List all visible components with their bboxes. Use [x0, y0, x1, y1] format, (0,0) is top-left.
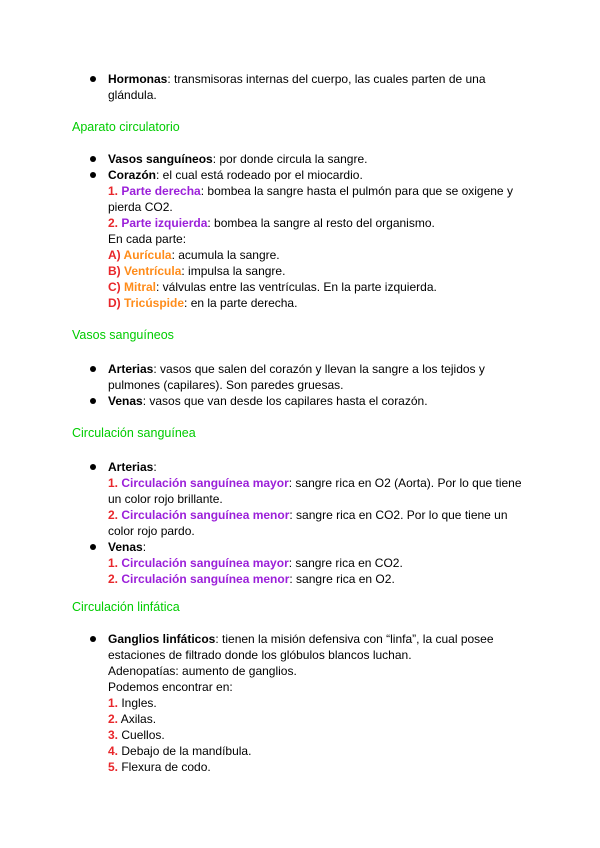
- venas-mayor-term: Circulación sanguínea mayor: [118, 556, 289, 570]
- bullet-icon: [90, 464, 96, 470]
- circ-venas-colon: :: [142, 540, 147, 554]
- circ-arterias-colon: :: [153, 460, 157, 474]
- section-title-linfatica: Circulación linfática: [72, 600, 180, 614]
- letter-label: C): [108, 280, 121, 294]
- circ-arterias-line: [108, 459, 157, 475]
- arterias-menor-text: : sangre rica en CO2. Por lo que tiene un: [289, 508, 508, 522]
- arterias-mayor-term: Circulación sanguínea mayor: [118, 476, 289, 490]
- number-label: 2.: [108, 712, 119, 726]
- ventricula-term: Ventrícula: [120, 264, 182, 278]
- en-cada-parte-line: En cada parte:: [108, 232, 187, 246]
- number-label: 2.: [108, 508, 119, 522]
- vasos-term: Vasos sanguíneos: [108, 152, 213, 166]
- number-label: 2.: [108, 572, 119, 586]
- number-label: 1.: [108, 696, 119, 710]
- parte-izquierda-line: [108, 215, 435, 231]
- parte-derecha-term: Parte derecha: [118, 184, 201, 198]
- mitral-line: [108, 279, 437, 295]
- number-label: 4.: [108, 744, 119, 758]
- list-item: [108, 711, 156, 727]
- list-item-text: Debajo de la mandíbula.: [118, 744, 252, 758]
- arterias-mayor-line-2: un color rojo brillante.: [108, 492, 223, 506]
- arterias-menor-term: Circulación sanguínea menor: [118, 508, 290, 522]
- number-label: 5.: [108, 760, 119, 774]
- circ-venas-line: [108, 539, 146, 555]
- bullet-icon: [90, 76, 96, 82]
- tricuspide-text: : en la parte derecha.: [184, 296, 298, 310]
- hormonas-line-2: glándula.: [108, 88, 157, 102]
- list-item: [108, 727, 165, 743]
- mitral-term: Mitral: [120, 280, 157, 294]
- ganglios-term: Ganglios linfáticos: [108, 632, 216, 646]
- bullet-icon: [90, 156, 96, 162]
- list-item-text: Axilas.: [118, 712, 157, 726]
- arterias-mayor-text: : sangre rica en O2 (Aorta). Por lo que tiene: [288, 476, 522, 490]
- number-label: 2.: [108, 216, 119, 230]
- number-label: 1.: [108, 476, 119, 490]
- section-title-aparato: Aparato circulatorio: [72, 120, 180, 134]
- letter-label: B): [108, 264, 121, 278]
- ventricula-text: : impulsa la sangre.: [181, 264, 286, 278]
- arterias-mayor-line: [108, 475, 522, 491]
- list-item: [108, 743, 251, 759]
- hormonas-text: : transmisoras internas del cuerpo, las cuales parten de una: [167, 72, 486, 86]
- auricula-text: : acumula la sangre.: [171, 248, 280, 262]
- number-label: 1.: [108, 184, 119, 198]
- arterias-line-2: pulmones (capilares). Son paredes gruesas.: [108, 378, 344, 392]
- parte-derecha-line: [108, 183, 513, 199]
- bullet-icon: [90, 398, 96, 404]
- arterias-term: Arterias: [108, 362, 154, 376]
- list-item: [108, 695, 157, 711]
- venas-term: Venas: [108, 394, 143, 408]
- bullet-icon: [90, 172, 96, 178]
- parte-derecha-line-2: pierda CO2.: [108, 200, 173, 214]
- venas-mayor-line: [108, 555, 403, 571]
- ganglios-text: : tienen la misión defensiva con “linfa”, la cual posee: [215, 632, 494, 646]
- venas-menor-text: : sangre rica en O2.: [289, 572, 395, 586]
- corazon-term: Corazón: [108, 168, 156, 182]
- arterias-menor-line-2: color rojo pardo.: [108, 524, 195, 538]
- arterias-line: [108, 361, 485, 377]
- list-item-text: Cuellos.: [118, 728, 165, 742]
- corazon-text: : el cual está rodeado por el miocardio.: [156, 168, 363, 182]
- section-title-vasos: Vasos sanguíneos: [72, 328, 174, 342]
- letter-label: D): [108, 296, 121, 310]
- number-label: 1.: [108, 556, 119, 570]
- circ-venas-term: Venas: [108, 540, 143, 554]
- auricula-line: [108, 247, 280, 263]
- number-label: 3.: [108, 728, 119, 742]
- bullet-icon: [90, 366, 96, 372]
- vasos-line: [108, 151, 367, 167]
- list-item: [108, 759, 211, 775]
- tricuspide-term: Tricúspide: [120, 296, 185, 310]
- ganglios-line-2: estaciones de filtrado donde los glóbulos blancos luchan.: [108, 648, 412, 662]
- bullet-icon: [90, 636, 96, 642]
- auricula-term: Aurícula: [120, 248, 172, 262]
- hormonas-line: [108, 71, 486, 87]
- arterias-menor-line: [108, 507, 508, 523]
- hormonas-term: Hormonas: [108, 72, 168, 86]
- section-title-circulacion: Circulación sanguínea: [72, 426, 196, 440]
- letter-label: A): [108, 248, 121, 262]
- ventricula-line: [108, 263, 285, 279]
- podemos-line: Podemos encontrar en:: [108, 680, 233, 694]
- venas-text: : vasos que van desde los capilares hasta el corazón.: [142, 394, 428, 408]
- ganglios-line: [108, 631, 494, 647]
- corazon-line: [108, 167, 363, 183]
- vasos-text: : por donde circula la sangre.: [212, 152, 368, 166]
- venas-mayor-text: : sangre rica en CO2.: [288, 556, 403, 570]
- adenopatias-line: Adenopatías: aumento de ganglios.: [108, 664, 297, 678]
- circ-arterias-term: Arterias: [108, 460, 154, 474]
- venas-menor-term: Circulación sanguínea menor: [118, 572, 290, 586]
- mitral-text: : válvulas entre las ventrículas. En la parte izquierda.: [156, 280, 437, 294]
- arterias-text: : vasos que salen del corazón y llevan la sangre a los tejidos y: [153, 362, 485, 376]
- bullet-icon: [90, 544, 96, 550]
- parte-izquierda-term: Parte izquierda: [118, 216, 208, 230]
- list-item-text: Ingles.: [118, 696, 157, 710]
- venas-line: [108, 393, 428, 409]
- venas-menor-line: [108, 571, 395, 587]
- tricuspide-line: [108, 295, 297, 311]
- list-item-text: Flexura de codo.: [118, 760, 211, 774]
- parte-izquierda-text: : bombea la sangre al resto del organismo.: [207, 216, 435, 230]
- parte-derecha-text: : bombea la sangre hasta el pulmón para que se oxigene y: [200, 184, 513, 198]
